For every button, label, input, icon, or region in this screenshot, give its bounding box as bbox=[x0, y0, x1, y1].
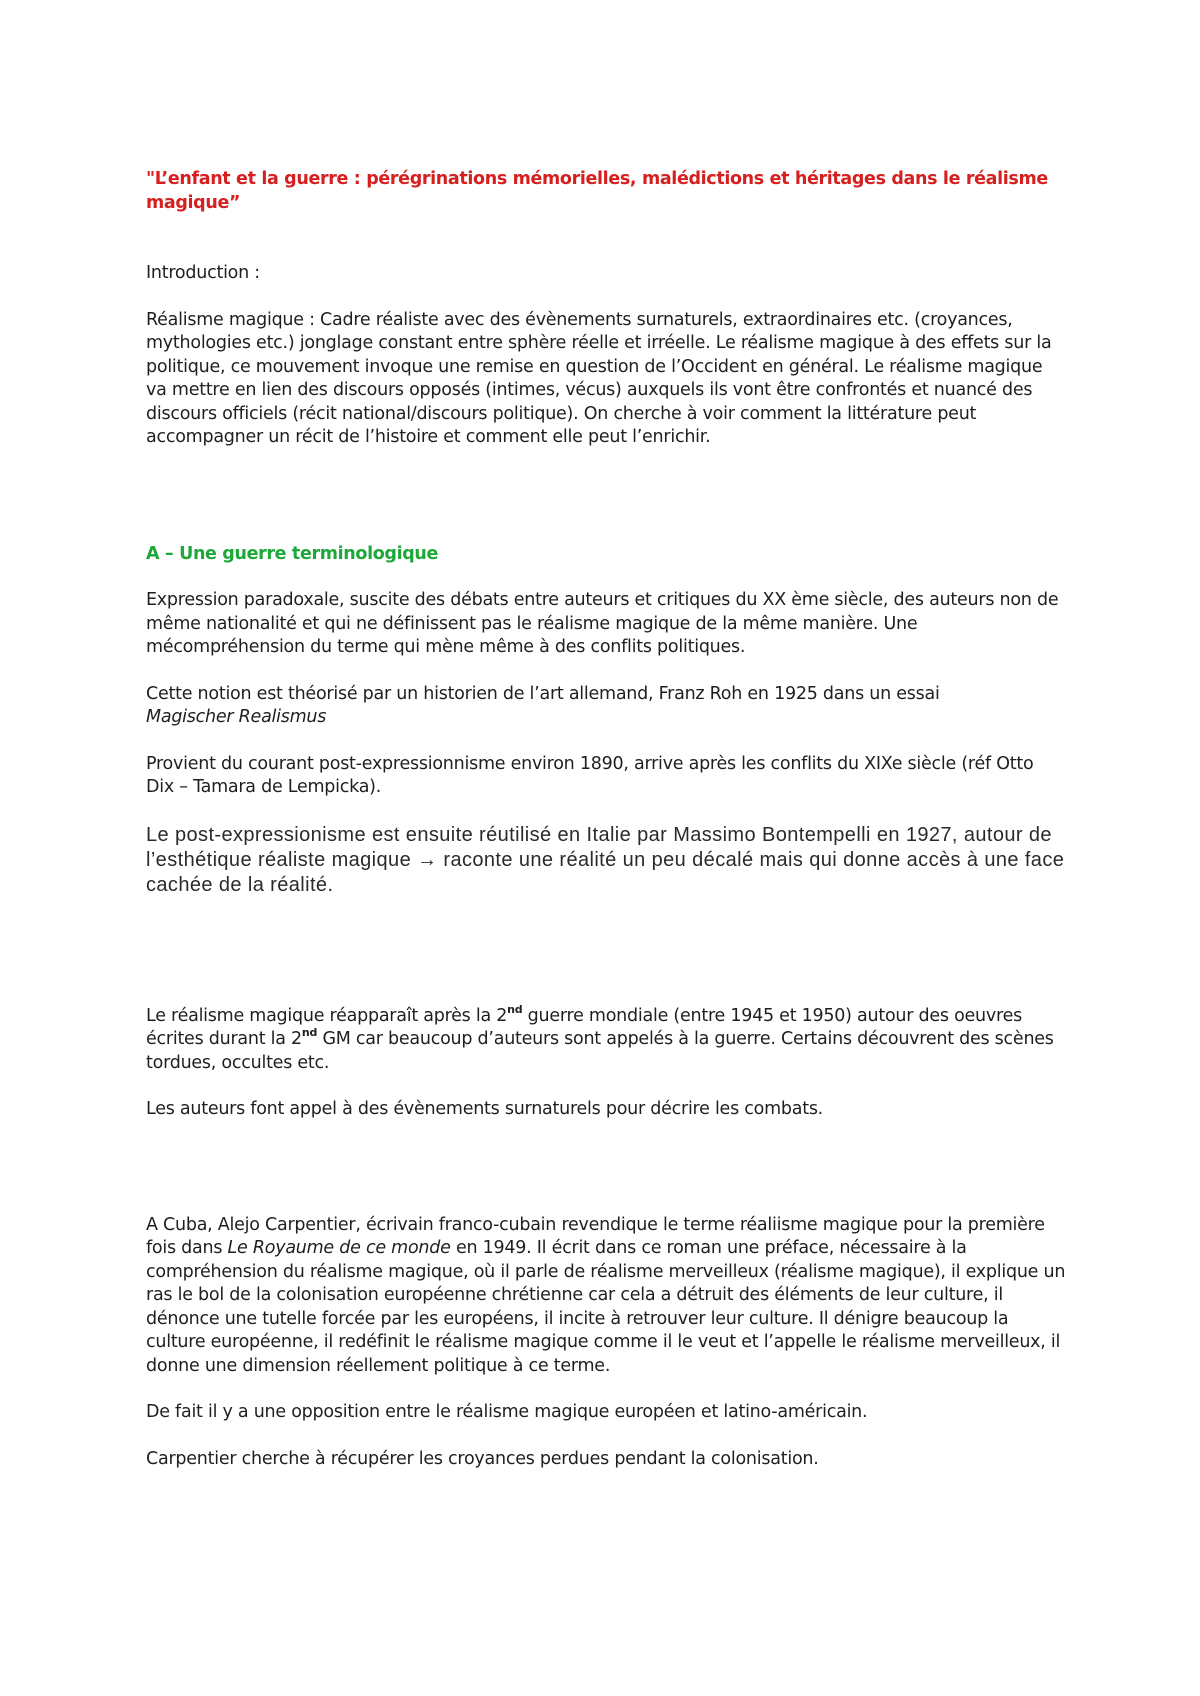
novel-title: Le Royaume de ce monde bbox=[227, 1238, 451, 1258]
reapparition-text-2: guerre mondiale (entre 1945 et 1950) autour des oeuvres écrites durant la 2 bbox=[146, 1005, 1022, 1049]
introduction-heading: Introduction : bbox=[146, 263, 260, 283]
section-a-heading: A – Une guerre terminologique bbox=[146, 543, 439, 564]
essay-title: Magischer Realismus bbox=[146, 707, 327, 727]
paragraph-opposition: De fait il y a une opposition entre le réalisme magique européen et latino-américain. bbox=[146, 1402, 868, 1422]
carpentier-text-2: en 1949. Il écrit dans ce roman une préface, nécessaire à la compréhension du réalisme magique, où il parle de réalisme merveilleux (réalisme magique), il explique un ras le bol de la colonisation européenne chrétienne car cela a détruit des éléments de leur culture, il dénonce une tutelle forcée par les européens, il incite à retrouver leur culture. Il dénigre beaucoup la culture européenne, il redéfinit le réalisme magique comme il le veut et l’appelle le réalisme merveilleux, il donne une dimension réellement politique à ce terme. bbox=[146, 1238, 1066, 1376]
paragraph-franz-roh bbox=[146, 683, 1066, 730]
paragraph-post-expressionnisme: Provient du courant post-expressionnisme environ 1890, arrive après les conflits du XIXe siècle (réf Otto Dix – Tamara de Lempicka). bbox=[146, 753, 1034, 797]
paragraph-carpentier bbox=[146, 1214, 1066, 1379]
paragraph-bontempelli: Le post-expressionisme est ensuite réutilisé en Italie par Massimo Bontempelli en 1927, autour de l’esthétique réaliste magique → raconte une réalité un peu décalé mais qui donne accès à une face cachée de la réalité. bbox=[146, 823, 1065, 896]
superscript-nd-1: nd bbox=[507, 1002, 523, 1016]
reapparition-text-1: Le réalisme magique réapparaît après la 2 bbox=[146, 1005, 508, 1026]
paragraph-reapparition bbox=[146, 1002, 1066, 1076]
superscript-nd-2: nd bbox=[301, 1026, 318, 1040]
carpentier-text-1: A Cuba, Alejo Carpentier, écrivain franco-cubain revendique le terme réaliisme magique pour la première fois dans bbox=[146, 1214, 1045, 1258]
document-page bbox=[146, 168, 1066, 1471]
franz-roh-text: Cette notion est théorisé par un historien de l’art allemand, Franz Roh en 1925 dans un essai bbox=[146, 683, 940, 704]
paragraph-croyances: Carpentier cherche à récupérer les croyances perdues pendant la colonisation. bbox=[146, 1448, 819, 1469]
paragraph-combats: Les auteurs font appel à des évènements surnaturels pour décrire les combats. bbox=[146, 1099, 823, 1119]
document-title: "L’enfant et la guerre : pérégrinations mémorielles, malédictions et héritages dans le réalisme magique” bbox=[146, 169, 1048, 213]
introduction-paragraph: Réalisme magique : Cadre réaliste avec des évènements surnaturels, extraordinaires etc. (croyances, mythologies etc.) jonglage constant entre sphère réelle et irréelle. Le réalisme magique à des effets sur la politique, ce mouvement invoque une remise en question de l’Occident en général. Le réalisme magique va mettre en lien des discours opposés (intimes, vécus) auxquels ils vont être confrontés et nuancé des discours officiels (récit national/discours politique). On cherche à voir comment la littérature peut accompagner un récit de l’histoire et comment elle peut l’enrichir. bbox=[146, 309, 1052, 447]
paragraph-expression-paradoxale: Expression paradoxale, suscite des débats entre auteurs et critiques du XX ème siècle, des auteurs non de même nationalité et qui ne définissent pas le réalisme magique de la même manière. Une mécompréhension du terme qui mène même à des conflits politiques. bbox=[146, 590, 1059, 657]
reapparition-text-3: GM car beaucoup d’auteurs sont appelés à la guerre. Certains découvrent des scènes tordues, occultes etc. bbox=[146, 1029, 1054, 1073]
